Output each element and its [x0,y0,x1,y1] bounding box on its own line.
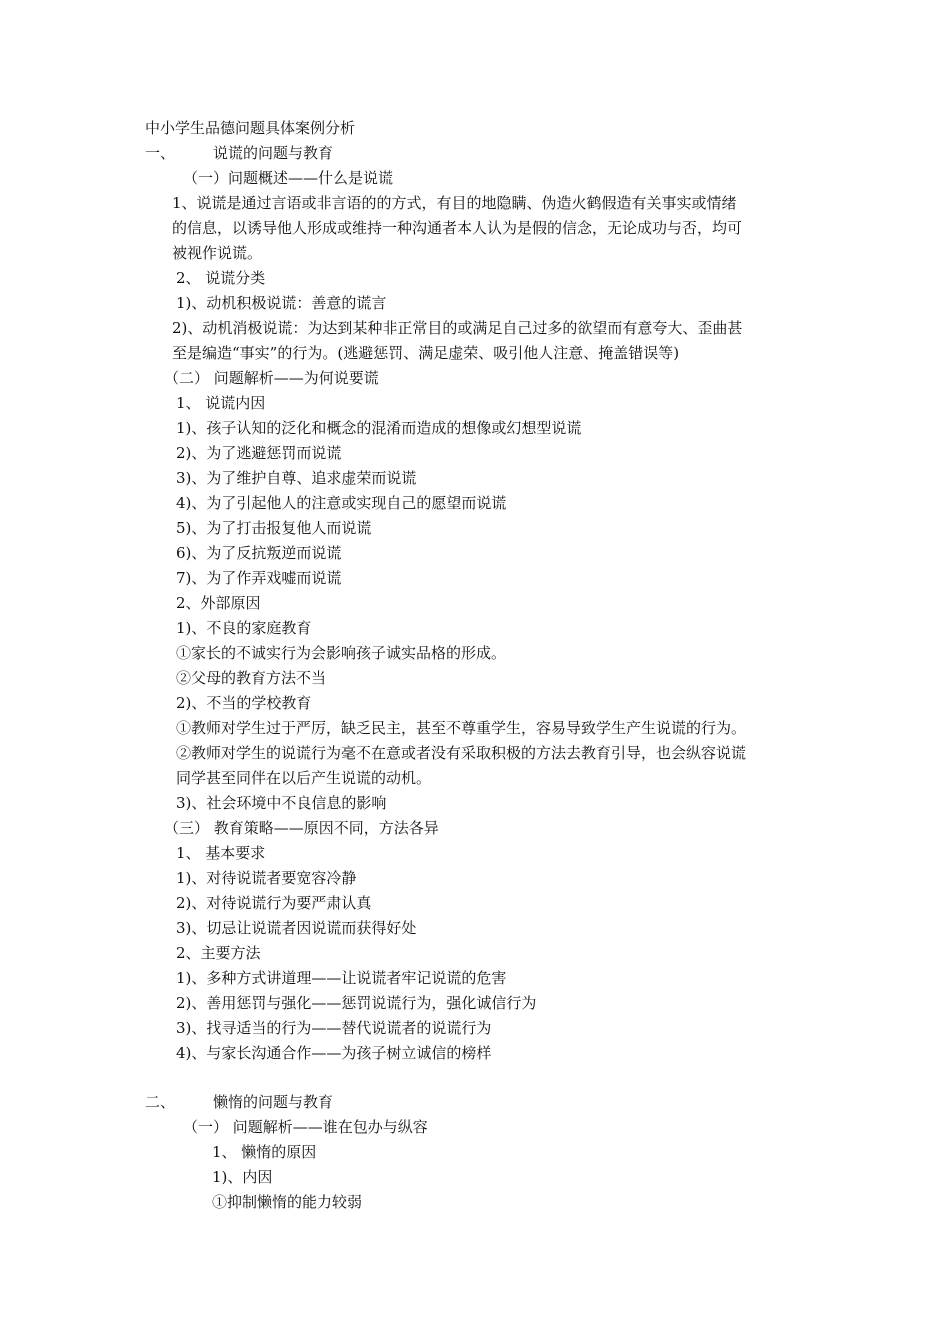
s1-internal-item5: 5)、为了打击报复他人而说谎 [176,519,372,537]
s1-external-item2b-line1: ②教师对学生的说谎行为毫不在意或者没有采取积极的方法去教育引导，也会纵容说谎 [176,744,747,762]
section1-heading: 说谎的问题与教育 [213,144,334,162]
s2-part1-heading: （一） 问题解析——谁在包办与纵容 [183,1118,428,1136]
section2-heading: 懒惰的问题与教育 [213,1093,334,1111]
s1-part3-heading: （三） 教育策略——原因不同，方法各异 [164,819,439,837]
s1-requirements-item3: 3)、切忌让说谎者因说谎而获得好处 [176,919,417,937]
s1-internal-item2: 2)、为了逃避惩罚而说谎 [176,444,342,462]
s1-external-item1b: ②父母的教育方法不当 [176,669,327,687]
s1-definition-line3: 被视作说谎。 [172,244,263,262]
s1-classification-item2-line2: 至是编造“事实”的行为。(逃避惩罚、满足虚荣、吸引他人注意、掩盖错误等) [172,344,680,362]
s1-definition-line1: 1、说谎是通过言语或非言语的的方式，有目的地隐瞒、伪造火鹤假造有关事实或情绪 [172,194,737,212]
s1-methods-item4: 4)、与家长沟通合作——为孩子树立诚信的榜样 [176,1044,492,1062]
s2-cause-item1a: ①抑制懒惰的能力较弱 [212,1193,363,1211]
s1-external-item1: 1)、不良的家庭教育 [176,619,312,637]
section2-heading-row [145,1092,405,1112]
s1-external-item2b-line2: 同学甚至同伴在以后产生说谎的动机。 [176,769,432,787]
s1-part2-heading: （二） 问题解析——为何说要谎 [164,369,379,387]
s1-classification-heading: 2、 说谎分类 [176,269,266,287]
s1-internal-item6: 6)、为了反抗叛逆而说谎 [176,544,342,562]
doc-title: 中小学生品德问题具体案例分析 [145,119,356,137]
s1-internal-item3: 3)、为了维护自尊、追求虚荣而说谎 [176,469,417,487]
s1-classification-item1: 1)、动机积极说谎：善意的谎言 [176,294,387,312]
s1-external-item2a: ①教师对学生过于严厉，缺乏民主，甚至不尊重学生，容易导致学生产生说谎的行为。 [176,719,747,737]
section1-heading-row [145,143,405,163]
s1-requirements-item2: 2)、对待说谎行为要严肃认真 [176,894,372,912]
section1-number: 一、 [145,144,176,162]
section2-number: 二、 [145,1093,176,1111]
s1-methods-item1: 1)、多种方式讲道理——让说谎者牢记说谎的危害 [176,969,507,987]
s1-internal-heading: 1、 说谎内因 [176,394,266,412]
s1-methods-item3: 3)、找寻适当的行为——替代说谎者的说谎行为 [176,1019,492,1037]
s2-cause-heading: 1、 懒惰的原因 [212,1143,317,1161]
s1-external-item1a: ①家长的不诚实行为会影响孩子诚实品格的形成。 [176,644,507,662]
s2-cause-item1: 1)、内因 [212,1168,273,1186]
s1-internal-item4: 4)、为了引起他人的注意或实现自己的愿望而说谎 [176,494,507,512]
s1-classification-item2-line1: 2)、动机消极说谎：为达到某种非正常目的或满足自己过多的欲望而有意夸大、歪曲甚 [172,319,743,337]
s1-methods-heading: 2、主要方法 [176,944,261,962]
s1-external-item3: 3)、社会环境中不良信息的影响 [176,794,387,812]
s1-methods-item2: 2)、善用惩罚与强化——惩罚说谎行为，强化诚信行为 [176,994,537,1012]
s1-external-heading: 2、外部原因 [176,594,261,612]
s1-definition-line2: 的信息，以诱导他人形成或维持一种沟通者本人认为是假的信念，无论成功与否，均可 [172,219,743,237]
s1-external-item2: 2)、不当的学校教育 [176,694,312,712]
s1-internal-item7: 7)、为了作弄戏嘘而说谎 [176,569,342,587]
s1-part1-heading: （一）问题概述——什么是说谎 [183,169,394,187]
s1-internal-item1: 1)、孩子认知的泛化和概念的混淆而造成的想像或幻想型说谎 [176,419,582,437]
s1-requirements-item1: 1)、对待说谎者要宽容冷静 [176,869,357,887]
s1-requirements-heading: 1、 基本要求 [176,844,266,862]
